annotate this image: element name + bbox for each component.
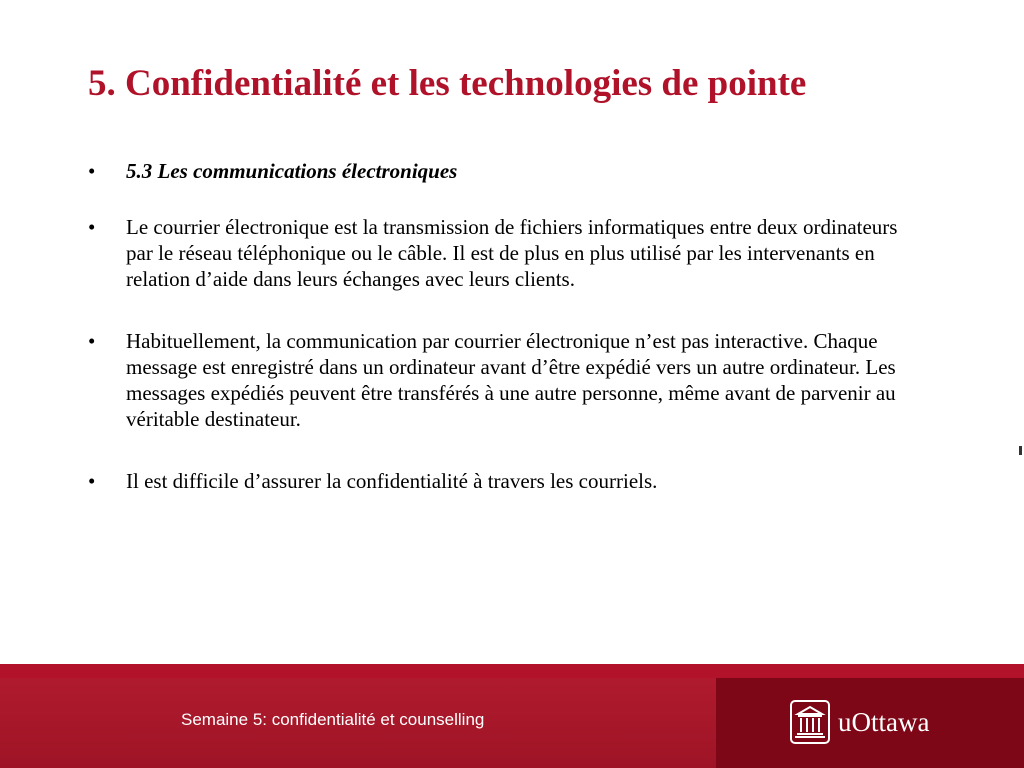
uottawa-logo bbox=[790, 700, 929, 744]
bullet-marker: • bbox=[88, 215, 96, 239]
edge-mark bbox=[1019, 446, 1022, 455]
footer-caption: Semaine 5: confidentialité et counselling bbox=[181, 710, 485, 729]
list-item bbox=[88, 214, 928, 292]
bullet-marker: • bbox=[88, 159, 96, 183]
bullet-marker: • bbox=[88, 329, 96, 353]
bullet-list bbox=[88, 158, 928, 494]
section-subheading: 5.3 Les communications électroniques bbox=[126, 159, 458, 183]
slide-title: 5. Confidentialité et les technologies de pointe bbox=[88, 63, 807, 104]
building-icon bbox=[790, 700, 830, 744]
list-item bbox=[88, 328, 928, 432]
bullet-text: Le courrier électronique est la transmission de fichiers informatiques entre deux ordinateurs par le réseau téléphonique ou le câble. Il est de plus en plus utilisé par les intervenants en relation d’aide dans leurs échanges avec leurs clients. bbox=[126, 215, 898, 291]
bullet-text: Habituellement, la communication par courrier électronique n’est pas interactive. Chaque message est enregistré dans un ordinateur avant d’être expédié vers un autre ordinateur. Les messages expédiés peuvent être transférés à une autre personne, même avant de parvenir au véritable destinateur. bbox=[126, 329, 896, 431]
footer-top-band bbox=[0, 664, 1024, 678]
list-item bbox=[88, 468, 928, 494]
bullet-marker: • bbox=[88, 469, 96, 493]
list-item bbox=[88, 158, 928, 184]
bullet-text: Il est difficile d’assurer la confidentialité à travers les courriels. bbox=[126, 469, 658, 493]
logo-wordmark: uOttawa bbox=[838, 706, 930, 737]
